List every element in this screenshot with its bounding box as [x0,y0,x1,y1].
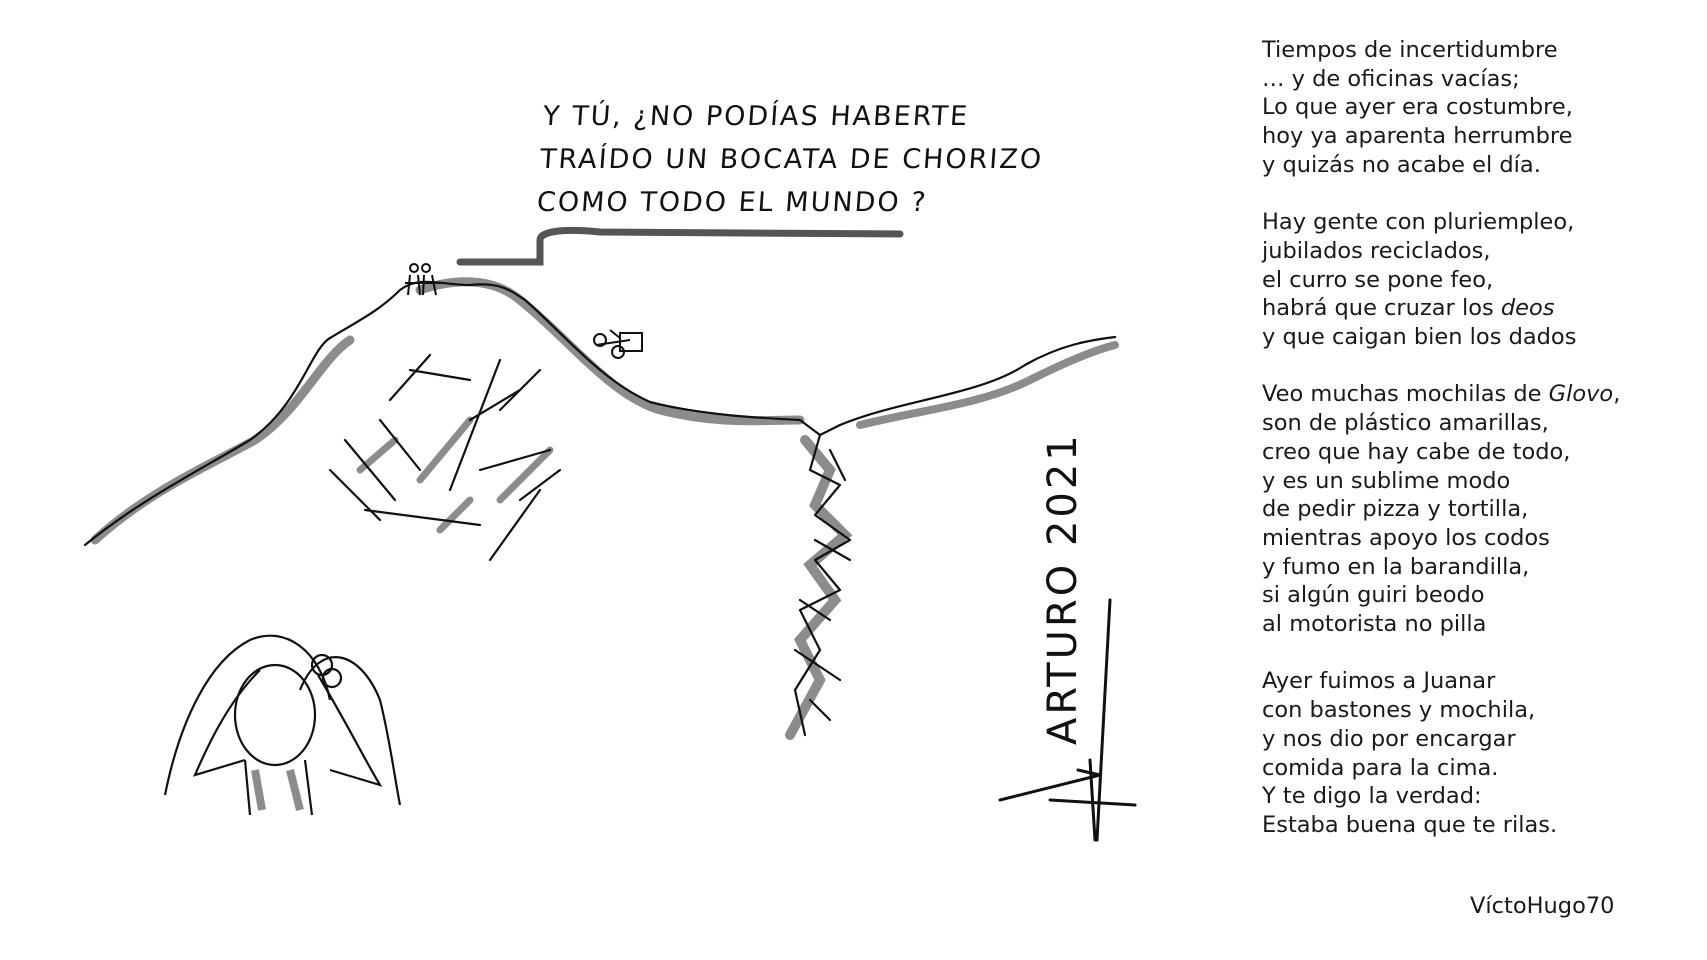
poem-line: y fumo en la barandilla, [1262,553,1530,580]
poem-line: creo que hay cabe de todo, [1262,438,1571,465]
poem-line: comida para la cima. [1262,754,1499,781]
poem-line: de pedir pizza y tortilla, [1262,496,1529,523]
poem-line: son de plástico amarillas, [1262,410,1549,437]
poem-line: Estaba buena que te rilas. [1262,811,1558,838]
poem-line-suffix: , [1613,381,1621,408]
poem-line: y quizás no acabe el día. [1262,151,1541,178]
poem-stanza-1 [1262,36,1702,180]
poem-italic-word: Glovo [1548,381,1614,408]
poem-line: Tiempos de incertidumbre [1262,37,1558,63]
poem-line-text: Veo muchas mochilas de [1262,381,1549,408]
poem-line: y nos dio por encargar [1262,725,1516,752]
poem-line: y es un sublime modo [1262,467,1511,494]
poem-italic-word: deos [1500,295,1555,322]
poem-line: jubilados reciclados, [1262,237,1491,264]
hikers-figures [405,264,440,295]
speech-line: Y TÚ, ¿NO PODÍAS HABERTE [541,101,971,132]
poem-line-text: habrá que cruzar los [1262,295,1501,322]
artist-signature: ARTURO 2021 [1040,432,1086,745]
speech-bubble-text [535,95,1045,224]
poem-stanza-4 [1262,667,1702,839]
speech-line: COMO TODO EL MUNDO ? [535,187,929,218]
observer-figure [165,636,400,815]
poem-line: Y te digo la verdad: [1262,783,1482,810]
poem [1262,36,1702,840]
observer-shading [255,770,300,810]
poem-line: Hay gente con pluriempleo, [1262,209,1575,236]
poem-line-with-italic [1262,380,1702,409]
poem-line: si algún guiri beodo [1262,582,1485,609]
mountain-outline [85,282,1115,735]
author-credit: VíctoHugo70 [1470,893,1615,919]
poem-line: … y de oficinas vacías; [1262,65,1520,92]
poem-line: Ayer fuimos a Juanar [1262,668,1496,695]
poem-stanza-2 [1262,208,1702,352]
poem-line: hoy ya aparenta herrumbre [1262,123,1573,150]
poem-line: Lo que ayer era costumbre, [1262,94,1573,121]
poem-line: al motorista no pilla [1262,611,1487,638]
courier-figure [594,330,642,358]
poem-line: el curro se pone feo, [1262,266,1494,293]
poem-line: mientras apoyo los codos [1262,524,1550,551]
poem-line: con bastones y mochila, [1262,697,1536,724]
mountain-shading [95,230,1115,735]
poem-line: y que caigan bien los dados [1262,324,1577,351]
poem-stanza-3 [1262,380,1702,638]
speech-line: TRAÍDO UN BOCATA DE CHORIZO [538,144,1045,175]
poem-line-with-italic [1262,294,1702,323]
